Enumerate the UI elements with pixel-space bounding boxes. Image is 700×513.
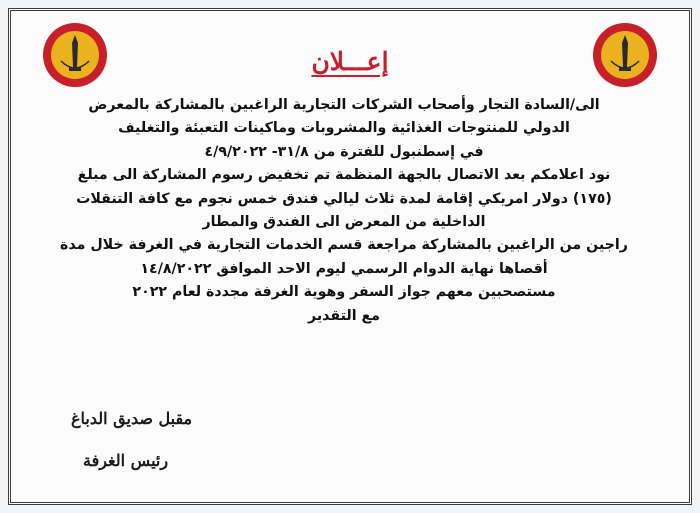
body-line: الى/السادة التجار وأصحاب الشركات التجارية الراغبين بالمشاركة بالمعرض [88,97,600,113]
announcement-heading-wrap [11,47,689,76]
announcement-document [8,8,692,505]
signatory-title: رئيس الغرفة [83,451,169,470]
body-line: الداخلية من المعرض الى الفندق والمطار [202,214,486,231]
body-line: مستصحبين معهم جواز السفر وهوية الغرفة مجددة لعام ٢٠٢٢ [132,284,556,301]
body-line: في إسطنبول للفترة من ٣١/٨- ٤/٩/٢٠٢٢ [204,143,484,160]
signatory-name: مقبل صديق الدباغ [71,409,193,428]
body-line: مع التقدير [308,307,380,324]
body-line: أقصاها نهاية الدوام الرسمي ليوم الاحد الموافق ١٤/٨/٢٠٢٢ [140,260,548,277]
body-line: (١٧٥) دولار امريكي إقامة لمدة ثلاث ليالي فندق خمس نجوم مع كافة التنقلات [76,190,612,207]
body-line: نود اعلامكم بعد الاتصال بالجهة المنظمة تم تخفيض رسوم المشاركة الى مبلغ [77,167,611,184]
body-line: راجين من الراغبين بالمشاركة مراجعة قسم الخدمات التجارية في الغرفة خلال مدة [60,237,628,254]
announcement-body [39,94,649,328]
announcement-heading: إعـــلان [311,47,389,76]
body-line: الدولي للمنتوجات الغذائية والمشروبات وماكينات التعبئة والتغليف [118,120,570,137]
